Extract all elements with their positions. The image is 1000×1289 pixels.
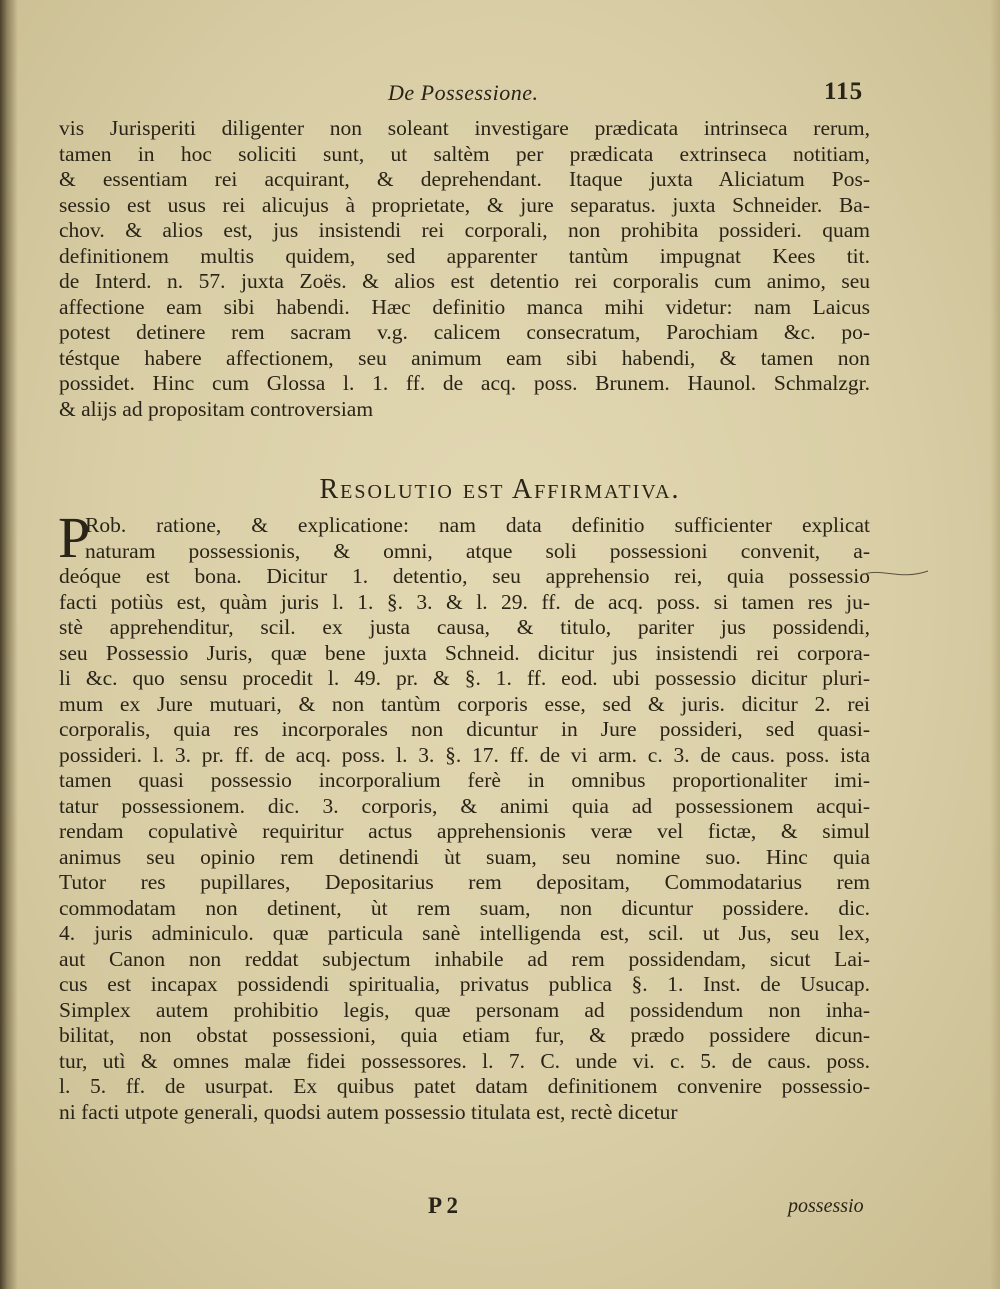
page-edge-shadow	[990, 0, 1000, 1289]
text-line: Simplex autem prohibitio legis, quæ personam ad possidendum non inha-	[59, 997, 870, 1022]
text-line: seu Possessio Juris, quæ bene juxta Schneid. dicitur jus insistendi rei corpora-	[59, 640, 870, 665]
text-line: commodatam non detinent, ùt rem suam, non dicuntur possidere. dic.	[59, 895, 870, 920]
text-line: vis Jurisperiti diligenter non soleant investigare prædicata intrinseca rerum,	[59, 116, 870, 140]
text-line: l. 5. ff. de usurpat. Ex quibus patet datam definitionem convenire possessio-	[59, 1074, 870, 1098]
text-line: tamen in hoc soliciti sunt, ut saltèm per prædicata extrinseca notitiam,	[59, 141, 870, 166]
text-line: tur, utì & omnes malæ fidei possessores. l. 7. C. unde vi. c. 5. de caus. poss.	[59, 1048, 870, 1073]
text-line: definitionem multis quidem, sed apparenter tantùm impugnat Kees tit.	[59, 243, 870, 268]
text-line: de Interd. n. 57. juxta Zoës. & alios est detentio rei corporalis cum animo, seu	[59, 269, 870, 293]
text-line: naturam possessionis, & omni, atque soli possessioni convenit, a-	[85, 538, 870, 563]
text-line: animus seu opinio rem detinendi ùt suam, seu nomine suo. Hinc quia	[59, 844, 870, 869]
text-line: 4. juris adminiculo. quæ particula sanè intelligenda est, scil. ut Jus, seu lex,	[59, 921, 870, 945]
text-line: facti potiùs est, quàm juris l. 1. §. 3. & l. 29. ff. de acq. poss. si tamen res ju-	[59, 589, 870, 614]
text-line: stè apprehenditur, scil. ex justa causa, & titulo, pariter jus possidendi,	[59, 615, 870, 639]
text-line: possidet. Hinc cum Glossa l. 1. ff. de acq. poss. Brunem. Haunol. Schmalzgr.	[59, 371, 870, 395]
text-line: chov. & alios est, jus insistendi rei corporali, non prohibita possideri. quam	[59, 218, 870, 242]
text-line: rendam copulativè requiritur actus apprehensionis veræ vel fictæ, & simul	[59, 819, 870, 843]
text-line: affectione eam sibi habendi. Hæc definitio manca mihi videtur: nam Laicus	[59, 294, 870, 319]
text-line: Rob. ratione, & explicatione: nam data definitio sufficienter explicat	[85, 513, 870, 537]
text-line: corporalis, quia res incorporales non dicuntur in Jure possideri, sed quasi-	[59, 717, 870, 741]
drop-cap: P	[58, 505, 91, 570]
text-line: Tutor res pupillares, Depositarius rem depositam, Commodatarius rem	[59, 870, 870, 894]
marginal-pen-stroke	[860, 563, 930, 583]
text-line: cus est incapax possidendi spiritualia, privatus publica §. 1. Inst. de Usucap.	[59, 972, 870, 996]
text-line: ni facti utpote generali, quodsi autem possessio titulata est, rectè dicetur	[59, 1099, 678, 1124]
text-line: sessio est usus rei alicujus à proprietate, & jure separatus. juxta Schneider. Ba-	[59, 192, 870, 217]
text-line: bilitat, non obstat possessioni, quia etiam fur, & prædo possidere dicun-	[59, 1023, 870, 1047]
text-line: tamen quasi possessio incorporalium ferè in omnibus proportionaliter imi-	[59, 768, 870, 792]
text-line: deóque est bona. Dicitur 1. detentio, seu apprehensio rei, quia possessio	[59, 564, 870, 588]
text-line: & alijs ad propositam controversiam	[59, 396, 374, 421]
text-line: potest detinere rem sacram v.g. calicem consecratum, Parochiam &c. po-	[59, 320, 870, 344]
text-line: li &c. quo sensu procedit l. 49. pr. & §. 1. ff. eod. ubi possessio dicitur pluri-	[59, 666, 870, 690]
running-head: De Possessione.	[388, 80, 539, 105]
text-line: & essentiam rei acquirant, & deprehendant. Itaque juxta Aliciatum Pos-	[59, 167, 870, 191]
binding-gutter-shadow	[0, 0, 18, 1289]
page-number: 115	[824, 78, 864, 105]
text-line: possideri. l. 3. pr. ff. de acq. poss. l. 3. §. 17. ff. de vi arm. c. 3. de caus. poss. ista	[59, 742, 870, 767]
signature-mark: P 2	[428, 1193, 459, 1218]
text-line: mum ex Jure mutuari, & non tantùm corporis esse, sed & juris. dicitur 2. rei	[59, 691, 870, 716]
text-line: aut Canon non reddat subjectum inhabile ad rem possidendam, sicut Lai-	[59, 946, 870, 971]
paragraph-1	[59, 116, 870, 422]
text-line: tatur possessionem. dic. 3. corporis, & animi quia ad possessionem acqui-	[59, 793, 870, 818]
catchword: possessio	[788, 1195, 864, 1217]
section-heading: Resolutio est Affirmativa.	[319, 474, 681, 505]
text-line: téstque habere affectionem, seu animum eam sibi habendi, & tamen non	[59, 345, 870, 370]
paragraph-2	[59, 513, 870, 1125]
